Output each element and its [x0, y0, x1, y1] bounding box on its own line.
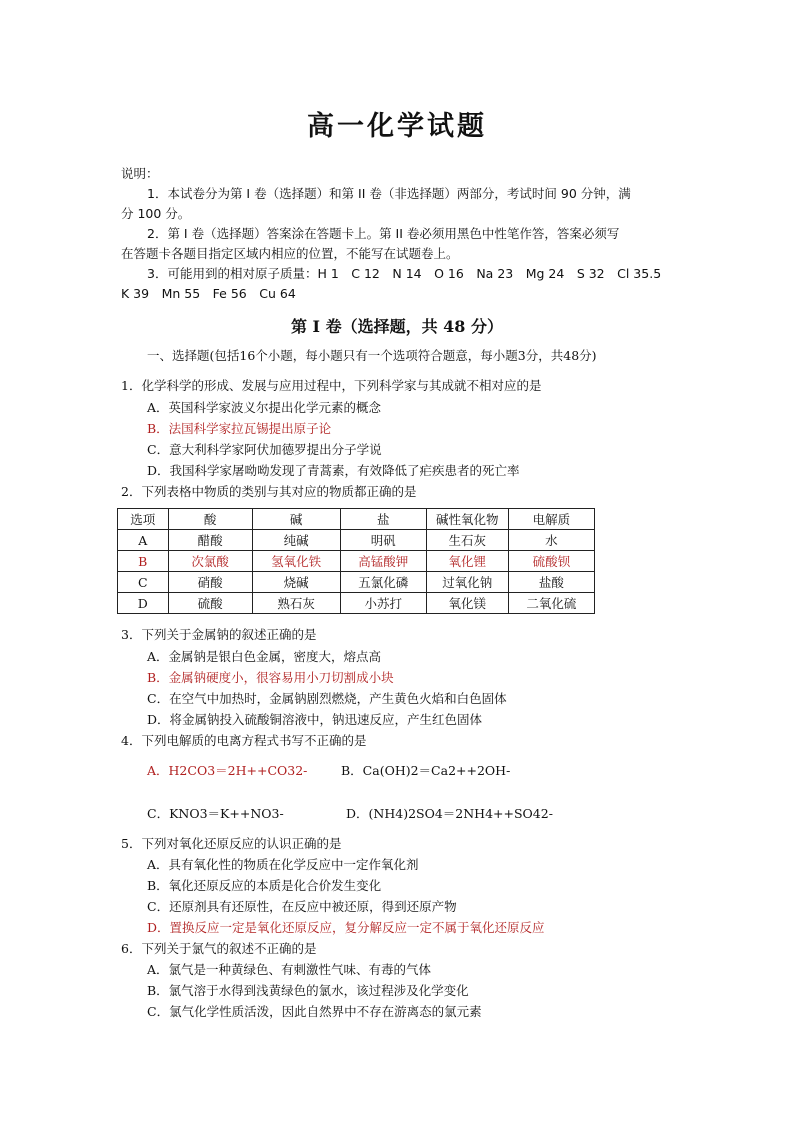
instructions-label: 说明：: [121, 166, 159, 181]
table-cell: 五氯化磷: [340, 572, 426, 593]
q4-stem: 4．下列电解质的电离方程式书写不正确的是: [121, 733, 367, 748]
q5-option-c: C．还原剂具有还原性，在反应中被还原，得到还原产物: [147, 899, 457, 914]
table-header-cell: 电解质: [508, 509, 594, 530]
q1-option-d: D．我国科学家屠呦呦发现了青蒿素，有效降低了疟疾患者的死亡率: [147, 463, 520, 478]
table-cell: 过氧化钠: [426, 572, 508, 593]
q3-option-d: D．将金属钠投入硫酸铜溶液中，钠迅速反应，产生红色固体: [147, 712, 483, 727]
q2-table: [117, 508, 595, 614]
q6-option-b: B．氯气溶于水得到浅黄绿色的氯水，该过程涉及化学变化: [147, 983, 469, 998]
table-row: [118, 593, 595, 614]
part-1-intro: 一、选择题(包括16个小题，每小题只有一个选项符合题意，每小题3分，共48分): [147, 348, 597, 363]
table-cell: 氧化镁: [426, 593, 508, 614]
table-cell: 烧碱: [252, 572, 340, 593]
table-cell: A: [118, 530, 169, 551]
table-cell: 氧化锂: [426, 551, 508, 572]
q6-option-a: A．氯气是一种黄绿色、有刺激性气味、有毒的气体: [147, 962, 432, 977]
table-header-row: [118, 509, 595, 530]
table-cell: 高锰酸钾: [340, 551, 426, 572]
q5-option-a: A．具有氧化性的物质在化学反应中一定作氧化剂: [147, 857, 419, 872]
table-cell: 硝酸: [168, 572, 252, 593]
q1-stem: 1．化学科学的形成、发展与应用过程中，下列科学家与其成就不相对应的是: [121, 378, 542, 393]
table-cell: B: [118, 551, 169, 572]
q1-option-a: A．英国科学家波义尔提出化学元素的概念: [147, 400, 382, 415]
table-row: [118, 530, 595, 551]
table-cell: 醋酸: [168, 530, 252, 551]
table-row: [118, 572, 595, 593]
q5-option-b: B．氧化还原反应的本质是化合价发生变化: [147, 878, 382, 893]
table-cell: 明矾: [340, 530, 426, 551]
q1-option-c: C．意大利科学家阿伏加德罗提出分子学说: [147, 442, 382, 457]
page-title: 高一化学试题: [307, 111, 487, 142]
table-header-cell: 盐: [340, 509, 426, 530]
table-header-cell: 酸: [168, 509, 252, 530]
q4-option-b: B．Ca(OH)2＝Ca2++2OH-: [341, 763, 511, 778]
q5-stem: 5．下列对氧化还原反应的认识正确的是: [121, 836, 342, 851]
table-header-cell: 碱: [252, 509, 340, 530]
table-row: [118, 551, 595, 572]
q6-option-c: C．氯气化学性质活泼，因此自然界中不存在游离态的氯元素: [147, 1004, 482, 1019]
table-header-cell: 碱性氧化物: [426, 509, 508, 530]
instruction-2-cont: 在答题卡各题目指定区域内相应的位置，不能写在试题卷上。: [121, 246, 459, 261]
table-cell: D: [118, 593, 169, 614]
table-cell: 氢氧化铁: [252, 551, 340, 572]
table-cell: C: [118, 572, 169, 593]
table-header-cell: 选项: [118, 509, 169, 530]
q3-stem: 3．下列关于金属钠的叙述正确的是: [121, 627, 317, 642]
instruction-3-cont: K 39 Mn 55 Fe 56 Cu 64: [121, 286, 296, 301]
instruction-2: 2．第 I 卷（选择题）答案涂在答题卡上。第 II 卷必须用黑色中性笔作答，答案必须写: [147, 226, 620, 241]
table-cell: 小苏打: [340, 593, 426, 614]
q4-option-d: D．(NH4)2SO4＝2NH4++SO42-: [346, 806, 553, 821]
table-cell: 纯碱: [252, 530, 340, 551]
q4-option-a: A．H2CO3＝2H++CO32-: [147, 763, 308, 778]
table-cell: 二氧化硫: [508, 593, 594, 614]
q4-option-c: C．KNO3＝K++NO3-: [147, 806, 284, 821]
table-cell: 盐酸: [508, 572, 594, 593]
q6-stem: 6．下列关于氯气的叙述不正确的是: [121, 941, 317, 956]
q2-stem: 2．下列表格中物质的类别与其对应的物质都正确的是: [121, 484, 417, 499]
instruction-1: 1．本试卷分为第 I 卷（选择题）和第 II 卷（非选择题）两部分，考试时间 90 分钟，满: [147, 186, 631, 201]
section-1-title: 第 I 卷（选择题，共 48 分）: [290, 317, 504, 336]
q5-option-d: D．置换反应一定是氧化还原反应，复分解反应一定不属于氧化还原反应: [147, 920, 545, 935]
q3-option-c: C．在空气中加热时，金属钠剧烈燃烧，产生黄色火焰和白色固体: [147, 691, 507, 706]
table-cell: 熟石灰: [252, 593, 340, 614]
q3-option-a: A．金属钠是银白色金属，密度大，熔点高: [147, 649, 382, 664]
table-cell: 次氯酸: [168, 551, 252, 572]
table-cell: 硫酸: [168, 593, 252, 614]
table-cell: 硫酸钡: [508, 551, 594, 572]
table-cell: 水: [508, 530, 594, 551]
instruction-1-cont: 分 100 分。: [121, 206, 191, 221]
table-cell: 生石灰: [426, 530, 508, 551]
q1-option-b: B．法国科学家拉瓦锡提出原子论: [147, 421, 332, 436]
instruction-3: 3．可能用到的相对原子质量：H 1 C 12 N 14 O 16 Na 23 Mg 24 S 32 Cl 35.5: [147, 266, 662, 281]
q3-option-b: B．金属钠硬度小，很容易用小刀切割成小块: [147, 670, 394, 685]
